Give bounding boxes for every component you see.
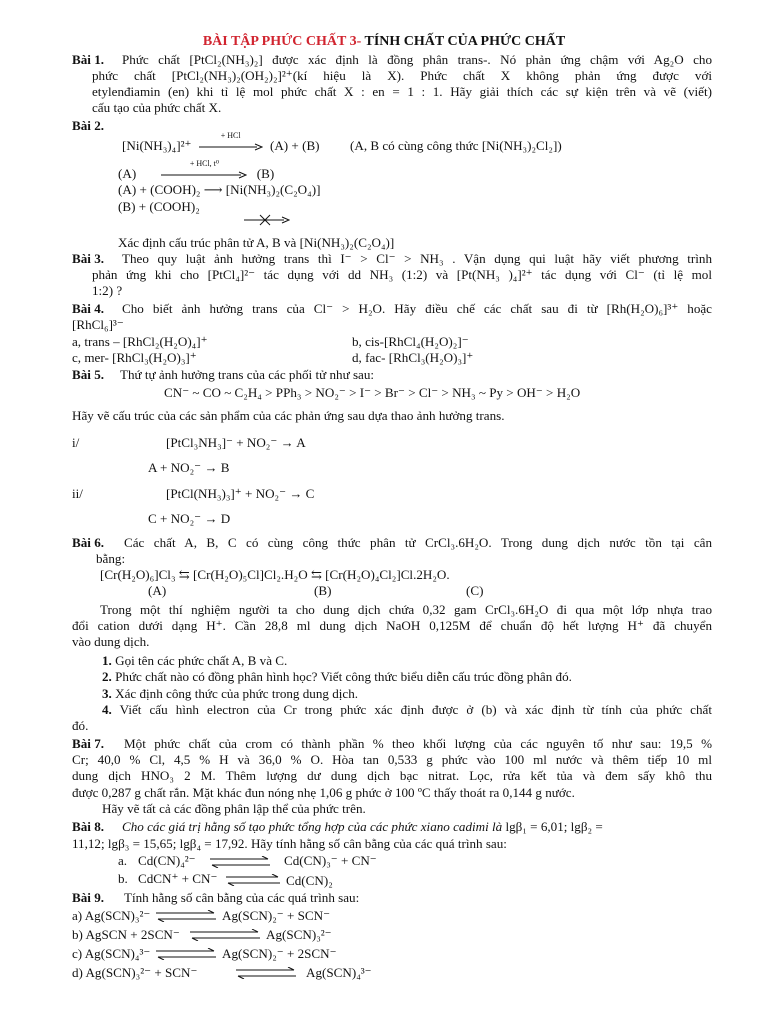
equilibrium-arrow-icon: [156, 910, 216, 926]
bai6-q4-text: Viết cấu hình electron của Cr trong phức xác định được ở (b) và xác định từ tính của phức chất: [119, 702, 712, 717]
bai8-line1: [122, 819, 603, 835]
bai2-r1-arrow-label: + HCl: [220, 131, 241, 140]
bai6-q2-number: 2.: [102, 669, 112, 684]
bai6-line2: bằng:: [96, 551, 126, 566]
bai6-line1: Các chất A, B, C có cùng công thức phân tử CrCl₃.6H₂O. Trong dung dịch nước tồn tại cân: [124, 535, 712, 550]
bai5-instruction: Hãy vẽ cấu trúc của các sản phẩm của các phản ứng sau dựa thao ảnh hưởng trans.: [72, 408, 505, 423]
bai6-q1-text: Gọi tên các phức chất A, B và C.: [115, 653, 288, 668]
bai5-i-eq1: [PtCl₃NH₃]⁻ + NO₂⁻ → A: [166, 435, 306, 450]
bai6-label-b: (B): [314, 583, 332, 598]
bai5-i-label: i/: [72, 435, 80, 450]
title-part-1: BÀI TẬP PHỨC CHẤT 3-: [202, 34, 362, 49]
bai1-line3: etylenđiamin (en) khi tỉ lệ mol phức chất X : en = 1 : 1. Hãy giải thích các sự kiện trên và vẽ (viết): [92, 84, 712, 99]
bai8-a-label: a.: [118, 853, 128, 868]
bai4-option-d: d, fac- [RhCl₃(H₂O)₃]⁺: [352, 350, 474, 365]
bai6-question-2: [102, 669, 572, 685]
bai9-b-right: Ag(SCN)₃²⁻: [266, 927, 332, 942]
bai9-d-right: Ag(SCN)₄³⁻: [306, 965, 372, 980]
bai6-question-4: [102, 702, 712, 718]
bai2-r2-arrow-label: + HCl, t⁰: [189, 159, 220, 168]
bai2-r1-right: (A) + (B): [269, 138, 320, 153]
bai7-line1: Một phức chất của crom có thành phần % theo khối lượng của các nguyên tố như sau: 19,5 %: [124, 736, 712, 751]
bai6-q4-number: 4.: [102, 702, 112, 717]
bai5-label: Bài 5.: [72, 367, 105, 382]
bai2-r1-note: (A, B có cùng công thức [Ni(NH₃)₂Cl₂]): [350, 138, 562, 153]
bai2-label: Bài 2.: [72, 118, 105, 133]
bai3-label: Bài 3.: [72, 251, 105, 266]
bai8-line1-rest: lgβ₁ = 6,01; lgβ₂ =: [502, 819, 603, 834]
bai9-a-right: Ag(SCN)₂⁻ + SCN⁻: [222, 908, 330, 923]
bai6-question-1: [102, 653, 287, 669]
bai6-para-line1: Trong một thí nghiệm người ta cho dung dịch chứa 0,32 gam CrCl₃.6H₂O đi qua một lớp nhựa trao: [100, 602, 712, 617]
bai8-b-label: b.: [118, 871, 128, 886]
bai5-i-eq2: A + NO₂⁻ → B: [148, 460, 230, 475]
page-title: [0, 34, 768, 50]
bai6-para-line2: đổi cation dưới dạng H⁺. Cần 28,8 ml dung dịch NaOH 0,125M để chuẩn độ hết lượng H⁺ đã chuyển: [72, 618, 712, 633]
bai6-label: Bài 6.: [72, 535, 105, 550]
equilibrium-arrow-icon: [190, 929, 260, 945]
bai3-line2: phản ứng khi cho [PtCl₄]²⁻ tác dụng với dd NH₃ (1:2) và [Pt(NH₃ )₄]²⁺ tác dụng với Cl⁻ (tỉ lệ mol: [92, 267, 712, 282]
bai5-ii-eq1: [PtCl(NH₃)₃]⁺ + NO₂⁻ → C: [166, 486, 315, 501]
bai3-line3: 1:2) ?: [92, 283, 123, 298]
bai4-line1: Cho biết ảnh hưởng trans của Cl⁻ > H₂O. Hãy điều chế các chất sau đi từ [Rh(H₂O)₆]³⁺ hoặc: [122, 301, 712, 316]
bai6-q1-number: 1.: [102, 653, 112, 668]
bai7-line4: được 0,287 g chất rắn. Mặt khác đun nóng nhẹ 1,06 g phức ở 100 ºC thấy thoát ra 0,144 g nước.: [72, 785, 575, 800]
bai4-option-a: a, trans – [RhCl₂(H₂O)₄]⁺: [72, 334, 208, 349]
bai6-equilibrium: [Cr(H₂O)₆]Cl₃ ⇆ [Cr(H₂O)₅Cl]Cl₂.H₂O ⇆ [Cr(H₂O)₄Cl₂]Cl.2H₂O.: [100, 567, 450, 582]
bai4-option-b: b, cis-[RhCl₄(H₂O)₂]⁻: [352, 334, 469, 349]
bai7-line3: dung dịch HNO₃ 2 M. Thêm lượng dư dung dịch bạc nitrat. Lọc, rửa kết tủa và đem sấy khô thu: [72, 768, 712, 783]
bai6-q2-text: Phức chất nào có đồng phân hình học? Viết công thức biểu diễn cấu trúc đồng phân đó.: [115, 669, 572, 684]
bai6-q3-text: Xác định công thức của phức trong dung dịch.: [115, 686, 359, 701]
bai5-line1: Thứ tự ảnh hưởng trans của các phối tử như sau:: [120, 367, 375, 382]
equilibrium-arrow-icon: [156, 948, 216, 964]
equilibrium-arrow-icon: [210, 856, 270, 872]
bai5-ii-eq2: C + NO₂⁻ → D: [148, 511, 231, 526]
bai7-line2: Cr; 40,0 % Cl, 4,5 % H và 36,0 % O. Hòa tan 0,533 g phức vào 100 ml nước và thêm tiếp 10 ml: [72, 752, 712, 767]
bai8-a-right: Cd(CN)₃⁻ + CN⁻: [284, 853, 377, 868]
bai6-label-a: (A): [148, 583, 167, 598]
bai8-line1-italic: Cho các giá trị hằng số tạo phức tổng hợp của các phức xiano cadimi là: [122, 819, 503, 834]
bai1-line1: Phức chất [PtCl₂(NH₃)₂] được xác định là đồng phân trans-. Nó phản ứng chậm với Ag₂O cho: [122, 52, 712, 67]
bai6-label-c: (C): [466, 583, 484, 598]
bai1-label: Bài 1.: [72, 52, 105, 67]
bai2-reaction-4: (B) + (COOH)₂: [118, 199, 200, 214]
bai1-line4: cấu tạo của phức chất X.: [92, 100, 222, 115]
bai5-trans-series: CN⁻ ~ CO ~ C₂H₄ > PPh₃ > NO₂⁻ > I⁻ > Br⁻ > Cl⁻ > NH₃ ~ Py > OH⁻ > H₂O: [164, 385, 581, 400]
bai5-ii-label: ii/: [72, 486, 83, 501]
bai2-r2-right: (B): [256, 166, 275, 181]
bai9-intro: Tính hằng số cân bằng của các quá trình sau:: [124, 890, 360, 905]
title-part-2: TÍNH CHẤT CỦA PHỨC CHẤT: [361, 34, 566, 49]
equilibrium-arrow-icon: [236, 967, 296, 983]
bai9-label: Bài 9.: [72, 890, 105, 905]
bai6-question-3: [102, 686, 358, 702]
bai6-question-4-cont: đó.: [72, 718, 89, 733]
bai9-a-left: a) Ag(SCN)₃²⁻: [72, 908, 151, 923]
bai9-c-left: c) Ag(SCN)₄³⁻: [72, 946, 151, 961]
bai4-line2: [RhCl₆]³⁻: [72, 317, 124, 332]
bai9-b-left: b) AgSCN + 2SCN⁻: [72, 927, 180, 942]
bai4-label: Bài 4.: [72, 301, 105, 316]
bai8-b-right: Cd(CN)₂: [286, 873, 333, 888]
bai2-question: Xác định cấu trúc phân tử A, B và [Ni(NH₃)₂(C₂O₄)]: [118, 235, 395, 250]
bai9-c-right: Ag(SCN)₂⁻ + 2SCN⁻: [222, 946, 337, 961]
bai3-line1: Theo quy luật ảnh hưởng trans thì I⁻ > Cl⁻ > NH₃ . Vận dụng qui luật hãy viết phương trình: [122, 251, 712, 266]
bai2-r2-left: (A): [118, 166, 137, 181]
bai8-label: Bài 8.: [72, 819, 105, 834]
bai8-line2: 11,12; lgβ₃ = 15,65; lgβ₄ = 17,92. Hãy tính hằng số cân bằng của các quá trình sau:: [72, 836, 507, 851]
bai6-q3-number: 3.: [102, 686, 112, 701]
bai6-para-line3: vào dung dịch.: [72, 634, 150, 649]
reaction-arrow-icon: [199, 131, 263, 154]
bai8-b-left: CdCN⁺ + CN⁻: [138, 871, 218, 886]
bai7-label: Bài 7.: [72, 736, 105, 751]
bai2-reaction-1: [122, 131, 320, 154]
bai2-reaction-3: (A) + (COOH)₂ ⟶ [Ni(NH₃)₂(C₂O₄)]: [118, 182, 321, 197]
bai2-reaction-2: [118, 159, 275, 182]
bai9-d-left: d) Ag(SCN)₃²⁻ + SCN⁻: [72, 965, 198, 980]
reaction-arrow-icon: [161, 159, 247, 182]
crossed-arrow-icon: [244, 214, 290, 230]
equilibrium-arrow-icon: [226, 874, 280, 890]
bai4-option-c: c, mer- [RhCl₃(H₂O)₃]⁺: [72, 350, 197, 365]
bai7-line5: Hãy vẽ tất cả các đồng phân lập thể của phức trên.: [102, 801, 366, 816]
bai8-a-left: Cd(CN)₄²⁻: [138, 853, 196, 868]
bai2-r1-left: [Ni(NH₃)₄]²⁺: [122, 138, 192, 153]
bai1-line2: phức chất [PtCl₂(NH₃)₂(OH₂)₂]²⁺(kí hiệu là X). Phức chất X không phản ứng được với: [92, 68, 712, 83]
